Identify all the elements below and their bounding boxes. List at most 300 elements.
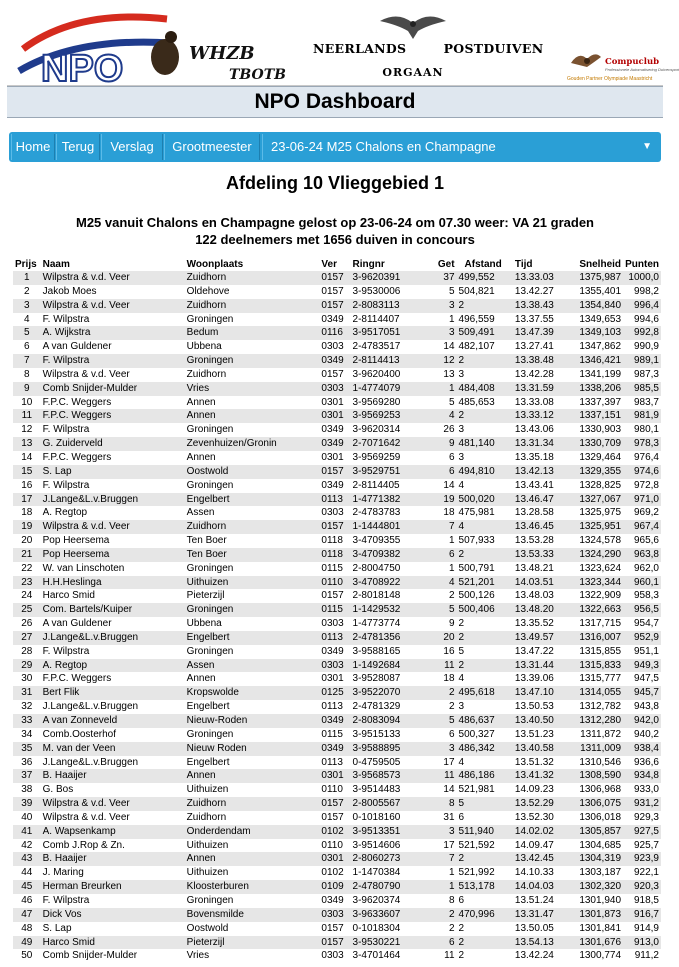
col-header-snelheid: Snelheid: [579, 259, 622, 270]
compuclub-name: Compuclub: [605, 57, 660, 67]
cell-prijs: 23: [13, 576, 41, 590]
cell-tijd: 14.02.02: [513, 825, 576, 839]
cell-get: 7: [426, 852, 456, 866]
cell-ringnr: 3-4709382: [351, 548, 427, 562]
cell-prijs: 18: [21, 507, 33, 519]
cell-woonplaats: Groningen: [186, 562, 234, 574]
table-header-row: [13, 258, 661, 271]
cell-ver: 0303: [319, 382, 350, 396]
report-button[interactable]: Verslag: [101, 134, 163, 160]
cell-naam: F. Wilpstra: [41, 354, 185, 368]
section-heading: Afdeling 10 Vlieggebied 1: [225, 173, 445, 193]
cell-snelheid: 1330,709: [575, 437, 623, 451]
cell-naam: F. Wilpstra: [42, 645, 90, 657]
table-row: [13, 756, 661, 770]
cell-naam: A van Guldener: [42, 618, 112, 630]
cell-get: 12: [426, 354, 456, 368]
cell-get: 3: [426, 299, 456, 313]
cell-tijd: 13.42.45: [513, 852, 576, 866]
cell-tijd: 13.42.13: [513, 465, 576, 479]
cell-prijs: 27: [13, 631, 41, 645]
cell-ver: 0115: [321, 728, 343, 740]
cell-get: 3: [426, 742, 456, 756]
cell-ringnr: 3-4708922: [351, 576, 427, 590]
cell-snelheid: 1328,825: [579, 479, 622, 491]
cell-punten: 985,5: [623, 382, 661, 396]
table-row: [13, 936, 661, 950]
cell-punten: 963,8: [623, 548, 661, 562]
table-row: [13, 506, 661, 520]
cell-snelheid: 1300,774: [579, 950, 622, 962]
cell-snelheid: 1306,968: [579, 784, 622, 796]
cell-afstand: 4: [457, 520, 513, 534]
cell-tijd: 13.28.58: [514, 507, 554, 519]
cell-snelheid: 1346,421: [575, 354, 623, 368]
cell-punten: 936,6: [633, 756, 659, 768]
col-header-punten: Punten: [625, 259, 659, 270]
table-row: [13, 922, 661, 936]
cell-prijs: 8: [24, 368, 30, 380]
cell-naam: F. Wilpstra: [42, 313, 90, 325]
cell-naam: Comb J.Rop & Zn.: [42, 839, 125, 851]
table-row: [13, 908, 661, 922]
cell-prijs: 21: [13, 548, 41, 562]
cell-woonplaats: Uithuizen: [186, 867, 229, 879]
table-row: [13, 340, 661, 354]
table-row: [13, 714, 661, 728]
cell-ringnr: 1-4771382: [351, 493, 427, 507]
cell-tijd: 13.51.23: [514, 728, 554, 740]
cell-woonplaats: Oldehove: [186, 285, 230, 297]
table-row: [13, 769, 661, 783]
cell-punten: 978,3: [623, 437, 661, 451]
cell-tijd: 13.53.28: [514, 535, 554, 547]
cell-ver: 0125: [319, 686, 350, 700]
cell-ver: 0157: [321, 811, 344, 823]
cell-prijs: 47: [13, 908, 41, 922]
cell-naam: F.P.C. Weggers: [42, 451, 112, 463]
cell-prijs: 35: [13, 742, 41, 756]
cell-naam: A van Zonneveld: [41, 714, 185, 728]
cell-snelheid: 1301,676: [575, 936, 623, 950]
cell-punten: 931,2: [623, 797, 661, 811]
race-select[interactable]: [262, 134, 658, 160]
cell-snelheid: 1325,951: [575, 520, 623, 534]
cell-naam: Comb Snijder-Mulder: [42, 950, 138, 962]
cell-woonplaats: Zuidhorn: [185, 797, 320, 811]
cell-prijs: 41: [13, 825, 41, 839]
cell-afstand: 485,653: [458, 396, 495, 408]
cell-punten: 960,1: [623, 576, 661, 590]
cell-tijd: 13.31.34: [513, 437, 576, 451]
cell-snelheid: 1306,018: [579, 811, 622, 823]
cell-naam: F. Wilpstra: [42, 894, 90, 906]
cell-get: 11: [426, 659, 456, 673]
cell-ver: 0157: [319, 936, 350, 950]
cell-prijs: 19: [13, 520, 41, 534]
cell-get: 26: [443, 424, 455, 436]
cell-punten: 947,5: [633, 673, 659, 685]
cell-ringnr: 2-8018148: [352, 590, 401, 602]
cell-afstand: 482,107: [458, 341, 495, 353]
cell-ringnr: 3-9569259: [352, 451, 401, 463]
cell-woonplaats: Uithuizen: [186, 839, 229, 851]
table-row: [13, 852, 661, 866]
cell-tijd: 13.43.41: [514, 479, 554, 491]
cell-prijs: 13: [13, 437, 41, 451]
cell-ringnr: 2-8083094: [351, 714, 427, 728]
cell-prijs: 15: [13, 465, 41, 479]
cell-ringnr: 3-9568573: [351, 769, 427, 783]
cell-snelheid: 1315,777: [579, 673, 622, 685]
table-row: [13, 299, 661, 313]
cell-woonplaats: Annen: [186, 396, 216, 408]
cell-afstand: 4: [458, 756, 465, 768]
cell-woonplaats: Ten Boer: [186, 535, 227, 547]
race-info-line1: M25 vanuit Chalons en Champagne gelost op 23-06-24 om 07.30 weer: VA 21 graden: [76, 215, 594, 230]
compuclub-pigeon-icon: [569, 49, 603, 73]
tbotb-text: TBOTB: [229, 67, 286, 83]
cell-snelheid: 1349,653: [579, 313, 622, 325]
cell-woonplaats: Kropswolde: [185, 686, 320, 700]
cell-naam: A. Regtop: [42, 507, 88, 519]
cell-afstand: 2: [457, 659, 513, 673]
cell-prijs: 10: [21, 396, 33, 408]
cell-tijd: 13.53.33: [513, 548, 576, 562]
cell-ver: 0118: [319, 548, 350, 562]
table-row: [13, 576, 661, 590]
cell-get: 4: [426, 409, 456, 423]
cell-get: 5: [426, 714, 456, 728]
cell-naam: J.Lange&L.v.Bruggen: [41, 631, 185, 645]
cell-get: 6: [448, 451, 455, 463]
cell-ringnr: 2-8005567: [351, 797, 427, 811]
cell-ver: 0303: [321, 507, 344, 519]
cell-naam: Comb Snijder-Mulder: [41, 382, 185, 396]
cell-ringnr: 2-4781356: [351, 631, 427, 645]
race-info: [0, 214, 670, 248]
table-row: [13, 880, 661, 894]
table-row: [13, 631, 661, 645]
cell-get: 8: [426, 797, 456, 811]
cell-prijs: 42: [21, 839, 33, 851]
results-table: [13, 258, 661, 963]
cell-ringnr: 1-4773774: [352, 618, 401, 630]
cell-prijs: 28: [21, 645, 33, 657]
cell-punten: 925,7: [633, 839, 659, 851]
compuclub-partner: Gouden Partner Olympiade Maastricht: [567, 76, 653, 82]
table-row: [13, 382, 661, 396]
table-row: [13, 520, 661, 534]
cell-punten: 956,5: [623, 603, 661, 617]
cell-ver: 0157: [319, 465, 350, 479]
col-header-ver: Ver: [321, 259, 337, 270]
cell-punten: 938,4: [623, 742, 661, 756]
cell-punten: 969,2: [633, 507, 659, 519]
cell-snelheid: 1355,401: [579, 285, 622, 297]
cell-prijs: 17: [13, 493, 41, 507]
logo-mid-sub: ORGAAN: [382, 66, 444, 79]
col-header-afstand: Afstand: [464, 259, 502, 270]
compuclub-tagline: Professionele Automatisering Duivensport: [605, 67, 679, 72]
cell-ringnr: 3-9514483: [352, 784, 401, 796]
cell-woonplaats: Zuidhorn: [185, 520, 320, 534]
cell-snelheid: 1308,590: [575, 769, 623, 783]
cell-ver: 0157: [321, 590, 344, 602]
cell-get: 11: [444, 950, 455, 962]
cell-prijs: 3: [13, 299, 41, 313]
cell-afstand: 481,140: [457, 437, 513, 451]
cell-ver: 0349: [319, 714, 350, 728]
cell-ver: 0349: [321, 479, 344, 491]
cell-naam: A. Wijkstra: [41, 326, 185, 340]
table-row: [13, 409, 661, 423]
cell-naam: J.Lange&L.v.Bruggen: [42, 756, 139, 768]
table-row: [13, 326, 661, 340]
cell-ver: 0349: [321, 894, 344, 906]
cell-ringnr: 2-8004750: [352, 562, 401, 574]
cell-afstand: 2: [457, 936, 513, 950]
cell-get: 2: [448, 701, 455, 713]
cell-tijd: 13.38.43: [513, 299, 576, 313]
cell-afstand: 2: [458, 950, 465, 962]
cell-prijs: 44: [21, 867, 33, 879]
cell-ringnr: 3-4701464: [352, 950, 401, 962]
cell-get: 1: [448, 867, 455, 879]
cell-woonplaats: Zuidhorn: [186, 368, 227, 380]
table-row: [13, 742, 661, 756]
cell-afstand: 500,020: [457, 493, 513, 507]
cell-ver: 0113: [321, 701, 343, 713]
cell-ringnr: 3-4709355: [352, 535, 401, 547]
table-row: [13, 797, 661, 811]
cell-naam: F.P.C. Weggers: [42, 673, 112, 685]
cell-get: 20: [426, 631, 456, 645]
cell-woonplaats: Groningen: [185, 603, 320, 617]
cell-ringnr: 3-9514606: [352, 839, 401, 851]
cell-prijs: 12: [21, 424, 33, 436]
cell-woonplaats: Assen: [185, 659, 320, 673]
cell-punten: 929,3: [633, 811, 659, 823]
cell-ver: 0349: [321, 313, 344, 325]
cell-get: 5: [448, 285, 455, 297]
cell-punten: 920,3: [623, 880, 661, 894]
cell-ver: 0115: [321, 562, 343, 574]
cell-ver: 0303: [321, 341, 344, 353]
cell-ver: 0110: [319, 576, 350, 590]
table-row: [13, 603, 661, 617]
cell-afstand: 4: [458, 673, 465, 685]
cell-woonplaats: Zuidhorn: [185, 299, 320, 313]
cell-ver: 0110: [321, 839, 343, 851]
cell-ver: 0349: [319, 354, 350, 368]
cell-woonplaats: Engelbert: [186, 756, 230, 768]
table-row: [13, 839, 661, 853]
cell-woonplaats: Zuidhorn: [185, 271, 320, 285]
cell-prijs: 30: [21, 673, 33, 685]
home-button[interactable]: Home: [11, 134, 55, 160]
cell-tijd: 13.41.32: [513, 769, 576, 783]
cell-punten: 965,6: [633, 535, 659, 547]
cell-punten: 933,0: [633, 784, 659, 796]
cell-afstand: 500,406: [457, 603, 513, 617]
col-header-ringnr: Ringnr: [352, 259, 385, 270]
cell-punten: 967,4: [623, 520, 661, 534]
back-button[interactable]: Terug: [56, 134, 100, 160]
cell-ver: 0157: [319, 271, 350, 285]
cell-naam: B. Haaijer: [41, 769, 185, 783]
cell-ringnr: 3-9528087: [352, 673, 401, 685]
cell-afstand: 2: [457, 354, 513, 368]
cell-tijd: 13.31.47: [513, 908, 576, 922]
cell-prijs: 31: [13, 686, 41, 700]
cell-afstand: 496,559: [458, 313, 495, 325]
cell-naam: Wilpstra & v.d. Veer: [42, 368, 130, 380]
cell-prijs: 43: [13, 852, 41, 866]
cell-punten: 942,0: [623, 714, 661, 728]
cell-prijs: 38: [21, 784, 33, 796]
cell-punten: 974,6: [623, 465, 661, 479]
cell-punten: 983,7: [633, 396, 659, 408]
cell-prijs: 5: [13, 326, 41, 340]
cell-afstand: 3: [458, 451, 465, 463]
cell-ringnr: 2-7071642: [351, 437, 427, 451]
cell-naam: Com. Bartels/Kuiper: [41, 603, 185, 617]
cell-ringnr: 3-9569253: [351, 409, 427, 423]
cell-snelheid: 1325,975: [579, 507, 622, 519]
cell-snelheid: 1327,067: [575, 493, 623, 507]
cell-afstand: 2: [457, 299, 513, 313]
cell-ver: 0157: [321, 922, 344, 934]
cell-get: 4: [426, 576, 456, 590]
cell-get: 18: [443, 673, 455, 685]
cell-naam: F. Wilpstra: [42, 424, 90, 436]
cell-get: 18: [443, 507, 455, 519]
cell-ringnr: 3-9588895: [351, 742, 427, 756]
cell-snelheid: 1324,290: [575, 548, 623, 562]
cell-afstand: 494,810: [457, 465, 513, 479]
cell-tijd: 13.48.21: [514, 562, 554, 574]
table-row: [13, 645, 661, 659]
cell-ver: 0301: [319, 409, 350, 423]
cell-prijs: 50: [21, 950, 33, 962]
cell-tijd: 13.31.44: [513, 659, 576, 673]
cell-ringnr: 2-4781329: [352, 701, 401, 713]
cell-afstand: 2: [457, 409, 513, 423]
cell-prijs: 46: [21, 894, 33, 906]
table-row: [13, 728, 661, 742]
cell-prijs: 1: [13, 271, 41, 285]
table-row: [13, 866, 661, 880]
cell-get: 2: [426, 908, 456, 922]
cell-snelheid: 1337,151: [575, 409, 623, 423]
cell-get: 1: [448, 535, 455, 547]
cell-tijd: 13.47.22: [514, 645, 554, 657]
cell-ringnr: 1-1492684: [351, 659, 427, 673]
cell-naam: Herman Breurken: [41, 880, 185, 894]
cell-afstand: 486,637: [457, 714, 513, 728]
cell-naam: Pop Heersema: [41, 548, 185, 562]
cell-ver: 0157: [321, 368, 344, 380]
cell-snelheid: 1312,280: [575, 714, 623, 728]
cell-tijd: 13.52.29: [513, 797, 576, 811]
cell-ver: 0349: [321, 645, 344, 657]
cell-prijs: 34: [21, 728, 33, 740]
table-row: [13, 285, 661, 299]
cell-ringnr: 2-4780790: [351, 880, 427, 894]
cell-punten: 943,8: [633, 701, 659, 713]
cell-prijs: 16: [21, 479, 33, 491]
cell-afstand: 521,981: [458, 784, 495, 796]
cell-punten: 980,1: [633, 424, 659, 436]
cell-afstand: 521,592: [458, 839, 495, 851]
cell-ver: 0349: [321, 424, 344, 436]
cell-snelheid: 1306,075: [575, 797, 623, 811]
table-row: [13, 686, 661, 700]
pigeon-icon: [378, 11, 448, 41]
cell-punten: 913,0: [623, 936, 661, 950]
grandmaster-button[interactable]: Grootmeester: [164, 134, 260, 160]
cell-naam: F.P.C. Weggers: [41, 409, 185, 423]
table-row: [13, 562, 661, 576]
cell-tijd: 13.42.28: [514, 368, 554, 380]
cell-woonplaats: Assen: [186, 507, 215, 519]
cell-naam: S. Lap: [41, 465, 185, 479]
cell-prijs: 33: [13, 714, 41, 728]
cell-woonplaats: Annen: [185, 769, 320, 783]
cell-ringnr: 0-4759505: [352, 756, 401, 768]
cell-ringnr: 3-9522070: [351, 686, 427, 700]
cell-punten: 976,4: [633, 451, 659, 463]
cell-punten: 958,3: [633, 590, 659, 602]
cell-ringnr: 0-1018304: [352, 922, 401, 934]
cell-get: 14: [443, 784, 455, 796]
cell-woonplaats: Ten Boer: [185, 548, 320, 562]
cell-ringnr: 2-8083113: [351, 299, 427, 313]
cell-get: 1: [448, 562, 455, 574]
cell-punten: 972,8: [633, 479, 659, 491]
cell-tijd: 13.47.39: [513, 326, 576, 340]
cell-ringnr: 3-9513351: [351, 825, 427, 839]
race-info-line2: 122 deelnemers met 1656 duiven in concours: [195, 232, 475, 247]
cell-get: 5: [448, 396, 455, 408]
col-header-get: Get: [437, 259, 455, 270]
cell-tijd: 13.43.06: [514, 424, 554, 436]
cell-afstand: 500,327: [458, 728, 495, 740]
cell-tijd: 13.50.53: [514, 701, 554, 713]
cell-ver: 0116: [319, 326, 350, 340]
cell-snelheid: 1304,685: [579, 839, 622, 851]
cell-ver: 0301: [321, 673, 344, 685]
cell-afstand: 511,940: [457, 825, 513, 839]
cell-naam: Harco Smid: [42, 590, 95, 602]
cell-ringnr: 3-9517051: [351, 326, 427, 340]
cell-woonplaats: Engelbert: [185, 631, 320, 645]
cell-woonplaats: Groningen: [186, 313, 234, 325]
cell-naam: W. van Linschoten: [42, 562, 125, 574]
cell-naam: G. Bos: [42, 784, 74, 796]
cell-prijs: 29: [13, 659, 41, 673]
cell-prijs: 14: [21, 451, 33, 463]
cell-punten: 971,0: [623, 493, 661, 507]
cell-woonplaats: Groningen: [186, 894, 234, 906]
cell-get: 13: [443, 368, 455, 380]
cell-prijs: 9: [13, 382, 41, 396]
cell-punten: 911,2: [634, 950, 659, 962]
cell-ver: 0109: [319, 880, 350, 894]
cell-tijd: 13.42.27: [514, 285, 554, 297]
cell-ver: 0115: [319, 603, 350, 617]
